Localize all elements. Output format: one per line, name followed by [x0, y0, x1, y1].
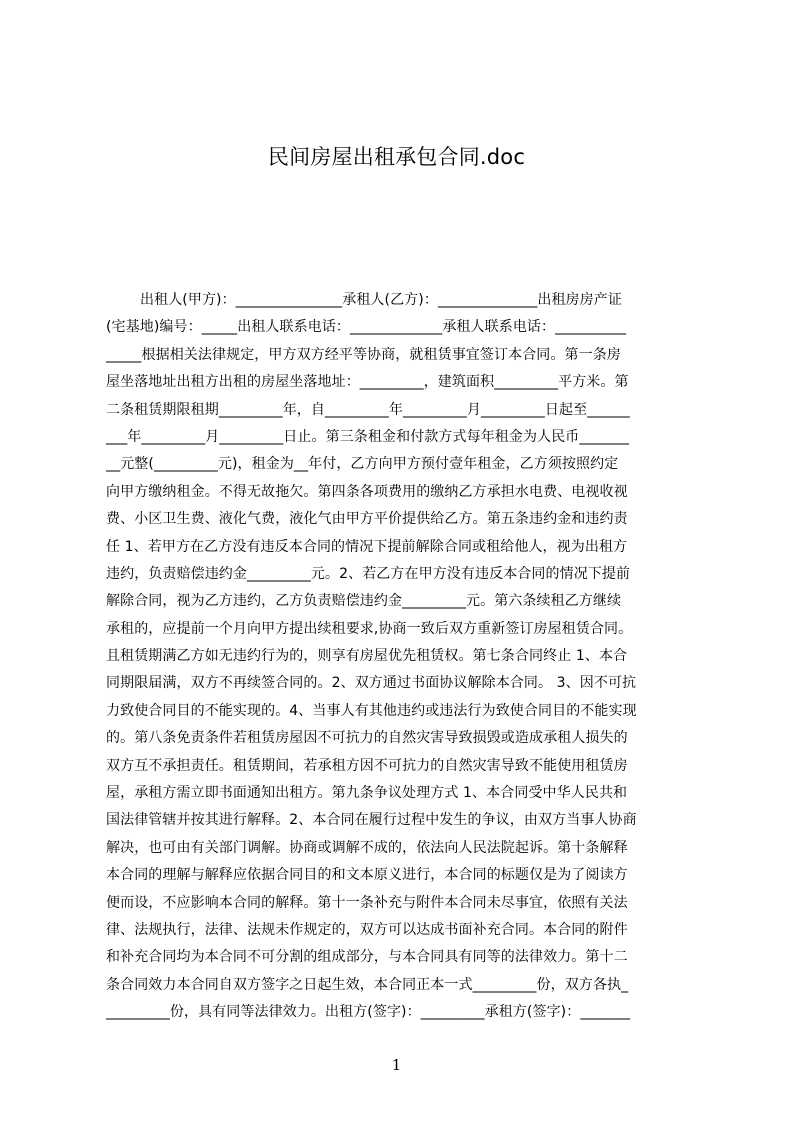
body-line: 便而设，不应影响本合同的解释。第十一条补充与附件本合同未尽事宜，依照有关法	[106, 894, 628, 911]
body-line: 屋坐落地址出租方出租的房屋坐落地址：_________，建筑面积_________平方米。第	[106, 374, 629, 391]
body-line: (宅基地)编号：_____出租人联系电话：_____________承租人联系电话：__________	[106, 319, 627, 336]
body-line: _________份，具有同等法律效力。出租方(签字)：_________承租方(签字)：_______	[106, 1004, 631, 1021]
body-line: 解除合同，视为乙方违约，乙方负责赔偿违约金_________元。第六条续租乙方继续	[106, 593, 622, 610]
document-title: 民间房屋出租承包合同.doc	[267, 145, 526, 169]
body-line: 的。第八条免责条件若租赁房屋因不可抗力的自然灾害导致损毁或造成承租人损失的	[106, 730, 628, 747]
contract-body	[106, 287, 698, 1027]
body-line: 出租人(甲方)：_______________承租人(乙方)：______________出租房房产证	[140, 292, 622, 308]
body-line: 本合同的理解与解释应依据合同目的和文本原义进行，本合同的标题仅是为了阅读方	[106, 867, 628, 884]
body-line: __元整(_________元)，租金为__年付，乙方向甲方预付壹年租金，乙方须按照约定	[106, 456, 619, 473]
body-line: 国法律管辖并按其进行解释。2、本合同在履行过程中发生的争议，由双方当事人协商	[106, 812, 637, 829]
body-line: 同期限届满，双方不再续签合同的。2、双方通过书面协议解除本合同。 3、因不可抗	[106, 675, 637, 692]
body-line: 违约，负责赔偿违约金_________元。2、若乙方在甲方没有违反本合同的情况下提前	[106, 565, 631, 582]
body-line: 屋，承租方需立即书面通知出租方。第九条争议处理方式 1、本合同受中华人民共和	[106, 785, 628, 802]
body-line: 和补充合同均为本合同不可分割的组成部分，与本合同具有同等的法律效力。第十二	[106, 949, 628, 966]
body-line: 且租赁期满乙方如无违约行为的，则享有房屋优先租赁权。第七条合同终止 1、本合	[106, 648, 628, 665]
body-line: 条合同效力本合同自双方签字之日起生效，本合同正本一式_________份，双方各执_	[106, 976, 629, 993]
body-line: 力致使合同目的不能实现的。4、当事人有其他违约或违法行为致使合同目的不能实现	[106, 702, 637, 719]
body-line: 向甲方缴纳租金。不得无故拖欠。第四条各项费用的缴纳乙方承担水电费、电视收视	[106, 483, 628, 500]
body-line: ___年_________月_________日止。第三条租金和付款方式每年租金为人民币_______	[106, 428, 630, 445]
page-number: 1	[391, 1056, 402, 1074]
body-line: 费、小区卫生费、液化气费，液化气由甲方平价提供给乙方。第五条违约金和违约责	[106, 511, 628, 528]
body-line: _____根据相关法律规定，甲方双方经平等协商，就租赁事宜签订本合同。第一条房	[106, 346, 621, 363]
body-line: 解决，也可由有关部门调解。协商或调解不成的，依法向人民法院起诉。第十条解释	[106, 839, 628, 856]
body-line: 律、法规执行，法律、法规未作规定的，双方可以达成书面补充合同。本合同的附件	[106, 921, 628, 938]
body-line: 承租的，应提前一个月向甲方提出续租要求,协商一致后双方重新签订房屋租赁合同。	[106, 620, 633, 637]
body-line: 任 1、若甲方在乙方没有违反本合同的情况下提前解除合同或租给他人，视为出租方	[106, 538, 628, 555]
body-line: 双方互不承担责任。租赁期间，若承租方因不可抗力的自然灾害导致不能使用租赁房	[106, 757, 628, 774]
body-line: 二条租赁期限租期_________年，自_________年_________月_________日起至______	[106, 401, 630, 418]
